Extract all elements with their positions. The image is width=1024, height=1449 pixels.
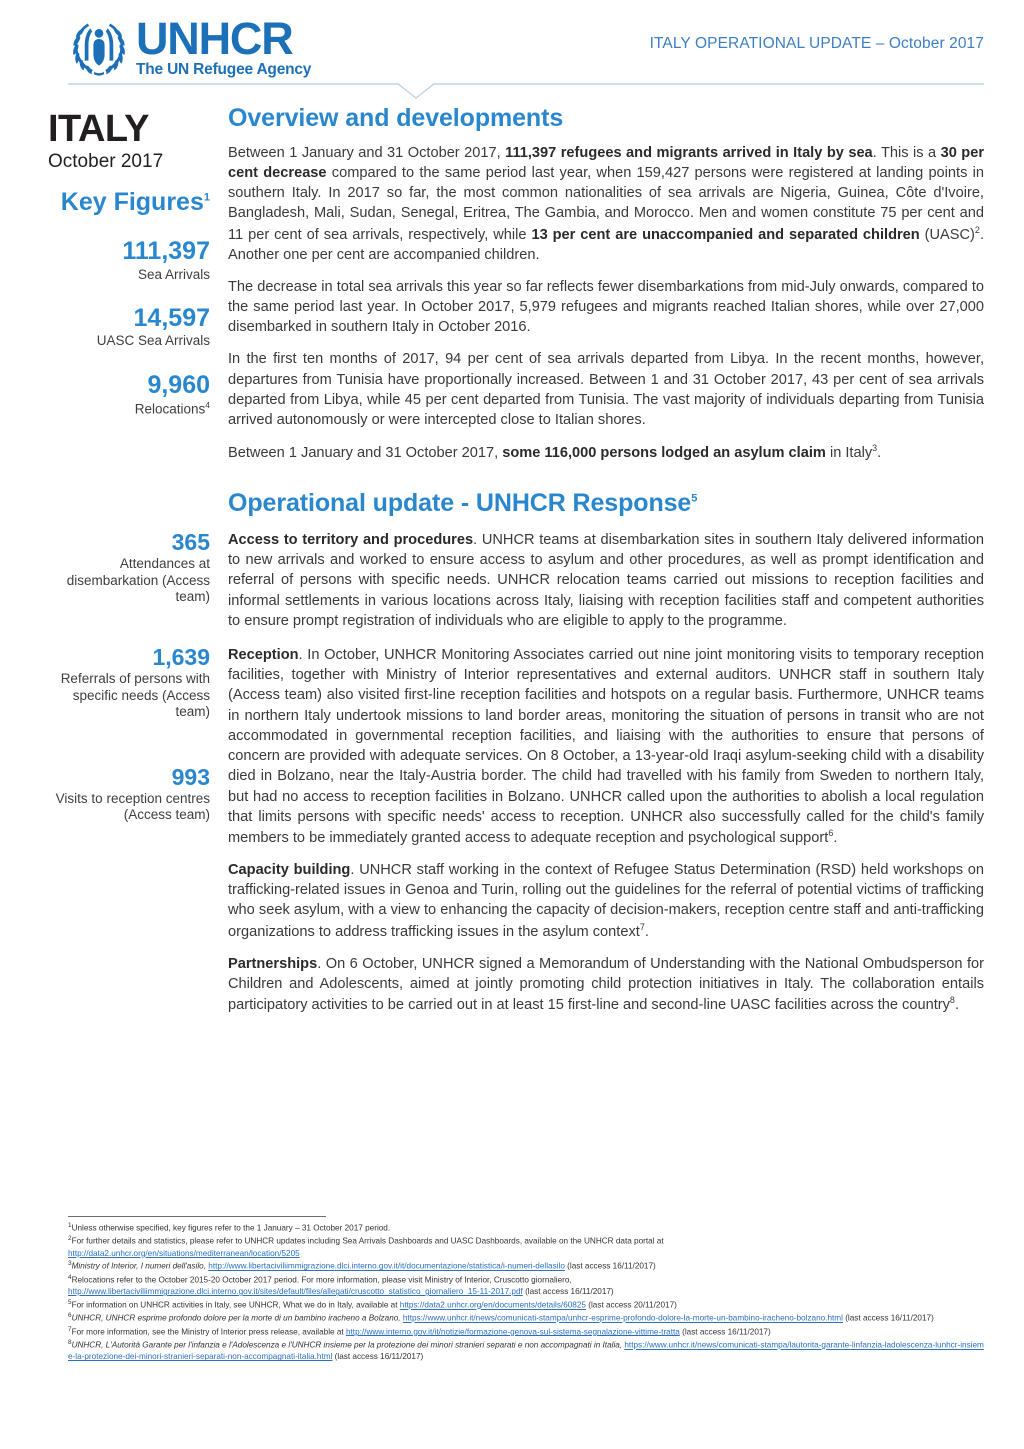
text-run-bold: 111,397 refugees and migrants arrived in Italy by sea [505,144,873,161]
footnote-access-note: (last access 16/11/2017) [682,1327,771,1337]
stat-visits-reception-centres [48,765,210,824]
stat-referrals-specific-needs [48,645,210,721]
stat-attendances-disembarkation [48,530,224,631]
key-figures-heading-label: Key Figures [60,187,204,216]
operational-update-section [0,489,1024,1015]
overview-paragraph-3: In the first ten months of 2017, 94 per cent of sea arrivals departed from Libya. In the recent months, however, departures from Tunisia have proportionally increased. Between 1 and 31 October 2017, 43 per cent of sea arrivals departed from Libya, while 45 per cent departed from Tunisia. The vast majority of individuals departing from Tunisia arrived autonomously or were intercepted close to Italian shores. [228,351,984,429]
text-run-bold: 30 per cent decrease [228,144,985,181]
text-run: . [833,829,838,846]
footnote-text: For more information, see the Ministry of Interior press release, available at [71,1327,344,1337]
key-figures-footnote-marker: 1 [203,191,210,204]
stat-label-text: UASC Sea Arrivals [96,333,210,349]
text-run: . [877,445,882,462]
footnote-number: 5 [68,1298,72,1306]
footnote-link[interactable]: http://data2.unhcr.org/en/situations/mediterranean/location/5205 [68,1248,300,1258]
footnote-text: Relocations refer to the October 2015-20 October 2017 period. For more information, please visit Ministry of Interior, Cruscotto giornaliero, [71,1275,572,1285]
footnote-number: 7 [68,1325,72,1333]
operational-heading-wrap [224,489,984,528]
unhcr-emblem-icon [68,16,130,78]
ops-stats-reception-column [48,645,224,1015]
text-run-bold: 13 per cent are unaccompanied and separated children [531,226,920,243]
stat-relocations [48,372,210,418]
footnote-link[interactable]: https://www.unhcr.it/news/comunicati-stampa/unhcr-esprime-profondo-dolore-la-morte-un-bambino-iracheno-bolzano.html [402,1313,843,1323]
footnote-item [68,1311,984,1324]
operational-heading-label: Operational update - UNHCR Response [228,489,692,518]
footnote-text: UNHCR, UNHCR esprime profondo dolore per la morte di un bambino iracheno a Bolzano, [71,1313,401,1323]
footnote-item [68,1221,984,1234]
footnote-link[interactable]: https://www.unhcr.it/news/comunicati-stampa/lautorita-garante-linfanzia-ladolescenza-lunhcr-insieme-la-protezione-dei-minori-stranieri-separati-non-accompagnati-italia.html [68,1340,984,1362]
footnote-access-note: (last access 16/11/2017) [567,1262,656,1272]
footnote-text: For further details and statistics, please refer to UNHCR updates including Sea Arrivals Dashboards and UASC Dashboards, available on the UNHCR data portal at [71,1237,664,1247]
paragraph-lead-term: Access to territory and procedures [228,532,474,549]
text-run: . On 6 October, UNHCR signed a Memorandum of Understanding with the National Ombudsperson for Children and Adolescents, aimed at jointly promoting child protection initiatives in Italy. The collaboration entails participatory activities to be carried out in at least 15 first-line and second-line UASC facilities across the country [228,955,984,1013]
document-header-title: ITALY OPERATIONAL UPDATE – October 2017 [649,35,984,52]
footnote-number: 6 [68,1312,72,1320]
overview-column [224,104,984,463]
footnote-link[interactable]: http://www.interno.gov.it/it/notizie/formazione-genova-sul-sistema-segnalazione-vittime-tratta [345,1327,680,1337]
footnote-item [68,1234,984,1259]
footnote-item [68,1298,984,1311]
operational-row-access [0,530,1024,631]
reception-paragraph [228,645,984,848]
operational-heading [228,489,984,518]
text-run: . Another one per cent are accompanied children. [228,226,984,263]
stat-value: 993 [171,763,210,790]
reception-paragraphs-wrap [224,645,984,1015]
text-run: . UNHCR teams at disembarkation sites in southern Italy delivered information to new arrivals and worked to ensure access to asylum and other procedures, as well as prompt identification and referral of persons with specific needs. UNHCR relocation teams carried out missions to reception facilities and informal settlements in various locations across Italy, liaising with reception facilities staff and competent authorities to ensure prompt registration of individuals who are eligible to apply to the programme. [228,532,985,629]
footnotes-section [68,1216,984,1363]
overview-paragraph-4 [228,442,984,463]
header-divider [68,78,984,104]
footnote-number: 4 [68,1273,72,1281]
stat-label [48,267,210,283]
text-run: . In October, UNHCR Monitoring Associates carried out nine joint monitoring visits to temporary reception facilities, together with Ministry of Interior representatives and external auditors. UNHCR staff in southern Italy (Access team) also visited first-line reception facilities and hotspots on a regular basis. Furthermore, UNHCR teams in northern Italy undertook missions to land border areas, monitoring the situation of persons in transit who are not accommodated in governmental reception facilities, and liaising with the authorities to ensure that persons of concern are provided with adequate services. On 8 October, a 13-year-old Iraqi asylum-seeking child with a disability died in Bolzano, near the Italy-Austria border. The child had travelled with his family from Sweden to northern Italy, but had no access to reception facilities in Bolzano. UNHCR called upon the authorities to abolish a local regulation that limits persons with specific needs' access to reception. UNHCR also successfully called for the child's family members to be immediately granted access to adequate reception and psychological support [228,647,984,846]
access-paragraph-wrap [224,530,984,631]
divider-notch-icon [68,78,984,102]
page-header [0,0,1024,78]
overview-paragraph-1 [228,143,984,265]
footnote-access-note: (last access 16/11/2017) [845,1313,934,1323]
footnote-access-note: (last access 16/11/2017) [525,1287,614,1297]
footnote-number: 1 [68,1222,72,1229]
stat-footnote-marker: 4 [205,400,210,411]
text-run: . This is a [872,144,941,161]
footnote-item [68,1325,984,1338]
footnote-number: 8 [68,1338,72,1346]
overview-paragraph-2: The decrease in total sea arrivals this year so far reflects fewer disembarkations from mid-July onwards, compared to the same period last year. In October 2017, 5,979 refugees and migrants reached Italian shores, while over 27,000 disembarked in southern Italy in October 2016. [228,278,984,336]
footnote-item [68,1338,984,1363]
main-content [0,104,1024,463]
text-run: . UNHCR staff working in the context of Refugee Status Determination (RSD) held workshops on trafficking-related issues in Genoa and Turin, rolling out the guidelines for the referral of potential victims of trafficking who seek asylum, with a view to enhancing the capacity of decision-makers, reception centre staff and anti-trafficking organizations to address trafficking issues in the asylum context [228,861,985,940]
footnote-text: Unless otherwise specified, key figures refer to the 1 January – 31 October 2017 period. [71,1223,391,1233]
overview-heading: Overview and developments [228,104,564,132]
paragraph-lead-term: Reception [228,647,299,664]
footnote-number: 3 [68,1260,72,1268]
stat-label: Referrals of persons with specific needs (Access team) [60,671,210,720]
footnote-marker: 6 [828,827,834,838]
stat-value: 111,397 [122,237,210,266]
country-date: October 2017 [48,151,164,172]
footnote-item [68,1259,984,1272]
footnote-item [68,1273,984,1298]
footnote-text: UNHCR, L'Autorità Garante per l'infanzia e l'Adolescenza e l'UNHCR insieme per la protezione dei minori stranieri separati e non accompagnati in Italia, [71,1340,623,1350]
stat-value: 14,597 [133,304,210,333]
partnerships-paragraph [228,954,984,1015]
paragraph-lead-term: Capacity building [228,861,351,878]
stat-label-text: Relocations [134,401,206,417]
footnote-link[interactable]: https://data2.unhcr.org/en/documents/details/60825 [399,1300,586,1310]
footnotes-divider [68,1216,326,1217]
access-paragraph [228,530,984,631]
text-run: Between 1 January and 31 October 2017, [228,445,503,462]
footnote-text: Ministry of Interior, I numeri dell'asilo, [71,1262,206,1272]
stat-value: 9,960 [147,370,210,399]
stat-value: 1,639 [152,644,210,671]
operational-heading-row [0,489,1024,530]
logo-tagline: The UN Refugee Agency [136,60,312,78]
sidebar-key-figures [48,104,224,463]
footnote-text: For information on UNHCR activities in Italy, see UNHCR, What we do in Italy, available at [71,1300,398,1310]
stat-label: Attendances at disembarkation (Access team) [66,556,210,605]
footnote-access-note: (last access 16/11/2017) [334,1352,424,1362]
stat-label [48,400,210,418]
stat-sea-arrivals [48,238,210,283]
text-run: compared to the same period last year, when 159,427 persons were registered at landing points in southern Italy. In 2017 so far, the most common nationalities of sea arrivals are Nigeria, Guinea, Côte d'Ivoire, Bangladesh, Mali, Sudan, Senegal, Eritrea, The Gambia, and Morocco. Men and women constitute 75 per cent and 11 per cent of sea arrivals, respectively, while [228,164,984,243]
operational-heading-spacer [48,489,224,528]
text-run: Between 1 January and 31 October 2017, [228,144,506,161]
footnote-link[interactable]: http://www.libertaciviliimmigrazione.dlci.interno.gov.it/it/documentazione/statistica/i-numeri-dellasilo [208,1262,565,1272]
unhcr-logo [68,12,312,78]
footnote-marker: 8 [949,995,955,1006]
operational-row-reception [0,645,1024,1015]
footnote-marker: 7 [639,921,645,932]
text-run: in Italy [825,445,873,462]
text-run: . [954,996,959,1013]
stat-label: Visits to reception centres (Access team) [55,790,210,823]
stat-label-text: Sea Arrivals [137,266,210,282]
footnote-number: 2 [68,1235,72,1243]
text-run: . [644,923,649,940]
footnote-marker: 3 [872,443,878,454]
capacity-building-paragraph [228,860,984,942]
logo-wordmark-text: UNHCR [136,12,293,64]
footnote-link[interactable]: http://www.libertaciviliimmigrazione.dlci.interno.gov.it/sites/default/files/allegati/cruscotto_statistico_giornaliero_15-11-2017.pdf [68,1287,523,1297]
footnote-marker: 2 [974,224,980,235]
paragraph-lead-term: Partnerships [228,955,318,972]
operational-heading-footnote-marker: 5 [691,492,698,505]
ops-stat [48,530,210,606]
country-title: ITALY [48,108,149,150]
footnote-access-note: (last access 20/11/2017) [588,1300,677,1310]
stat-value: 365 [171,529,210,556]
key-figures-heading [48,189,210,217]
stat-uasc-sea-arrivals [48,305,210,350]
text-run-bold: some 116,000 persons lodged an asylum claim [502,445,826,462]
stat-label [48,333,210,349]
text-run: (UASC) [919,226,975,243]
